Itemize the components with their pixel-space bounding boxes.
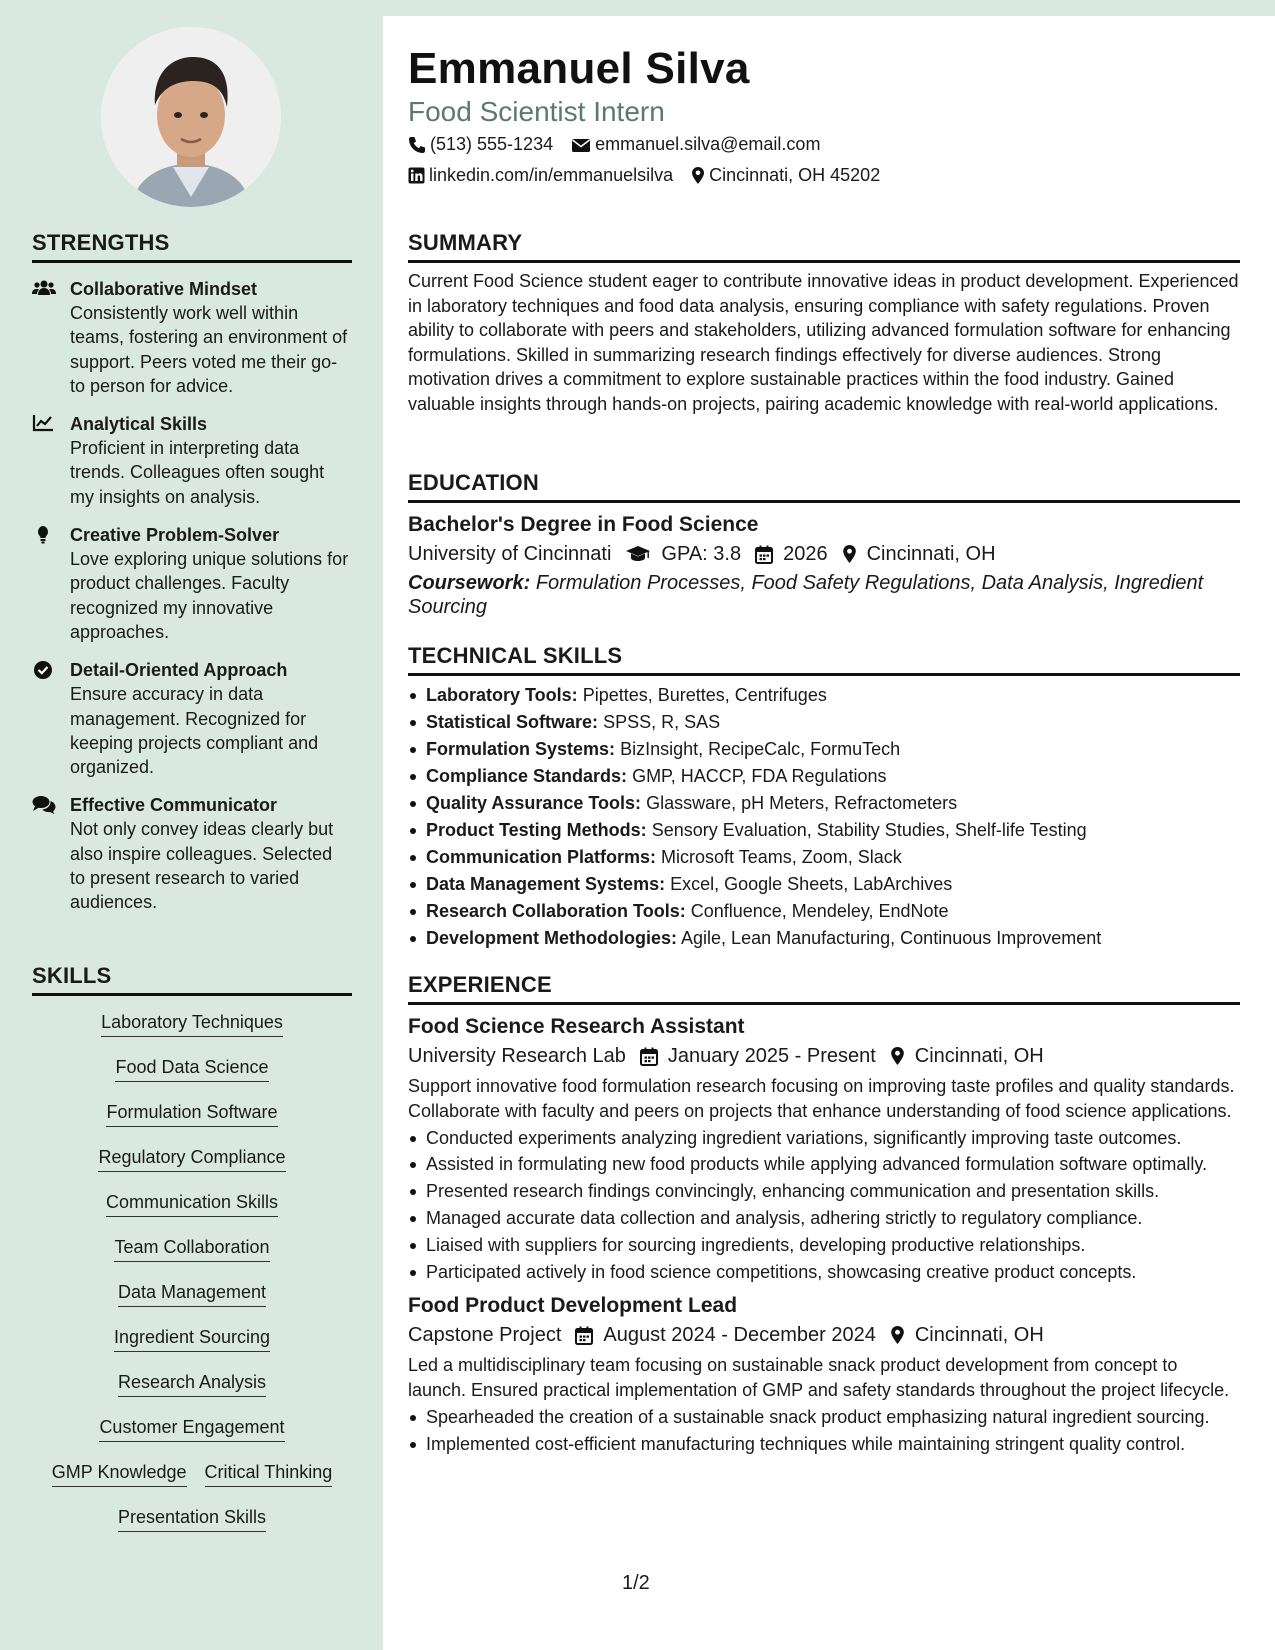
school-text: University of Cincinnati <box>408 543 612 565</box>
list-item <box>408 682 1240 709</box>
strength-description: Proficient in interpreting data trends. Colleagues often sought my insights on analysis. <box>70 438 325 507</box>
education-section <box>408 470 1240 619</box>
technical-skills-section <box>408 643 1240 952</box>
calendar-icon <box>575 1326 593 1345</box>
strength-item <box>32 658 352 779</box>
skill-pill: Communication Skills <box>106 1190 278 1217</box>
dates-text: August 2024 - December 2024 <box>603 1324 876 1347</box>
envelope-icon <box>571 137 591 153</box>
list-item <box>408 844 1240 871</box>
skill-category: Communication Platforms: <box>426 847 657 867</box>
experience-section <box>408 972 1240 1456</box>
job-location-text: Cincinnati, OH <box>914 1045 1044 1067</box>
skill-category: Quality Assurance Tools: <box>426 793 642 813</box>
skill-values: Glassware, pH Meters, Refractometers <box>646 793 958 813</box>
skill-values: Sensory Evaluation, Stability Studies, Shelf-life Testing <box>651 820 1087 840</box>
skills-heading: SKILLS <box>32 963 352 996</box>
job-title: Food Product Development Lead <box>408 1294 738 1318</box>
strength-item <box>32 793 352 914</box>
education-heading: EDUCATION <box>408 470 1240 503</box>
phone-icon <box>408 136 426 154</box>
summary-text: Current Food Science student eager to contribute innovative ideas in product development. Experienced in laboratory techniques and food data analysis, ensuring compliance with safety regulations. Proven ability to collaborate with peers and stakeholders, utilizing advanced formulation software for enhancing formulations. Skilled in summarizing research findings effectively for diverse audiences. Strong motivation drives a commitment to explore sustainable practices within the food industry. Gained valuable insights through hands-on projects, pairing academic knowledge with real-world applications. <box>408 271 1239 414</box>
skill-pill: Formulation Software <box>106 1100 277 1127</box>
list-item: Spearheaded the creation of a sustainable snack product emphasizing natural ingredient sourcing. <box>408 1405 1240 1429</box>
technical-skills-heading: TECHNICAL SKILLS <box>408 643 1240 676</box>
skill-pill: Ingredient Sourcing <box>114 1325 270 1352</box>
skill-pill: Data Management <box>118 1280 266 1307</box>
chart-line-icon <box>32 412 70 509</box>
education-location <box>842 539 996 569</box>
strengths-heading: STRENGTHS <box>32 230 352 263</box>
candidate-role: Food Scientist Intern <box>408 96 665 127</box>
list-item <box>408 736 1240 763</box>
contact-row <box>408 165 898 186</box>
check-circle-icon <box>32 658 70 779</box>
degree-title: Bachelor's Degree in Food Science <box>408 513 759 536</box>
strength-item <box>32 277 352 398</box>
job-entry <box>408 1013 1240 1284</box>
skill-pill: Presentation Skills <box>118 1505 266 1532</box>
page-number: 1/2 <box>622 1572 650 1594</box>
skill-values: Microsoft Teams, Zoom, Slack <box>661 847 902 867</box>
map-pin-icon <box>842 544 857 564</box>
linkedin-text[interactable]: linkedin.com/in/emmanuelsilva <box>429 165 674 185</box>
job-description: Support innovative food formulation research focusing on improving taste profiles and quality standards. Collaborate with faculty and peers on projects that enhance understanding of food science applications. <box>408 1076 1235 1121</box>
job-org <box>408 1320 561 1350</box>
skill-values: BizInsight, RecipeCalc, FormuTech <box>620 739 901 759</box>
linkedin-icon <box>408 167 425 184</box>
skill-values: SPSS, R, SAS <box>603 712 721 732</box>
calendar-icon <box>755 545 773 564</box>
job-location <box>890 1320 1044 1350</box>
technical-skills-list <box>408 682 1240 952</box>
education-meta <box>408 539 1240 569</box>
job-dates <box>640 1041 876 1071</box>
list-item <box>408 898 1240 925</box>
strength-title: Detail-Oriented Approach <box>70 660 288 681</box>
skill-pill: Research Analysis <box>118 1370 266 1397</box>
job-location <box>890 1041 1044 1071</box>
job-description: Led a multidisciplinary team focusing on sustainable snack product development from concept to launch. Ensured practical implementation of GMP and safety standards throughout the project lifecycle. <box>408 1355 1230 1400</box>
strength-description: Not only convey ideas clearly but also inspire colleagues. Selected to present research to varied audiences. <box>70 819 334 913</box>
skill-values: GMP, HACCP, FDA Regulations <box>632 766 887 786</box>
experience-heading: EXPERIENCE <box>408 972 1240 1005</box>
skill-pill: Laboratory Techniques <box>101 1010 283 1037</box>
strength-description: Love exploring unique solutions for product challenges. Faculty recognized my innovative approaches. <box>70 549 349 642</box>
comments-icon <box>32 793 70 914</box>
strength-item <box>32 412 352 509</box>
skill-category: Compliance Standards: <box>426 766 628 786</box>
skill-values: Agile, Lean Manufacturing, Continuous Improvement <box>681 928 1102 948</box>
list-item: Liaised with suppliers for sourcing ingredients, developing productive relationships. <box>408 1233 1240 1257</box>
year-text: 2026 <box>783 543 828 565</box>
map-pin-icon <box>691 166 705 185</box>
org-text: Capstone Project <box>408 1324 562 1347</box>
skill-values: Confluence, Mendeley, EndNote <box>690 901 949 921</box>
candidate-name: Emmanuel Silva <box>408 44 750 93</box>
profile-photo <box>101 27 281 207</box>
gpa-text: GPA: 3.8 <box>661 543 742 565</box>
strength-title: Analytical Skills <box>70 414 208 435</box>
strength-description: Consistently work well within teams, fostering an environment of support. Peers voted me their go-to person for advice. <box>70 303 348 396</box>
skills-list <box>32 1010 352 1550</box>
contact-email[interactable] <box>571 134 820 155</box>
coursework-list: Formulation Processes, Food Safety Regulations, Data Analysis, Ingredient Sourcing <box>408 572 1204 618</box>
skill-category: Development Methodologies: <box>426 928 678 948</box>
job-org <box>408 1041 626 1071</box>
skill-pill: Food Data Science <box>115 1055 268 1082</box>
list-item <box>408 790 1240 817</box>
school-name <box>408 539 611 569</box>
job-meta <box>408 1320 1240 1350</box>
skill-category: Formulation Systems: <box>426 739 616 759</box>
skills-section <box>32 963 352 1550</box>
strength-title: Collaborative Mindset <box>70 279 258 299</box>
skill-pill: Regulatory Compliance <box>98 1145 285 1172</box>
job-dates <box>575 1320 875 1350</box>
contact-phone <box>408 134 553 155</box>
list-item <box>408 763 1240 790</box>
skill-pill: Team Collaboration <box>114 1235 269 1262</box>
skill-category: Statistical Software: <box>426 712 599 732</box>
phone-text: (513) 555-1234 <box>430 134 554 154</box>
contact-location <box>691 165 880 186</box>
dates-text: January 2025 - Present <box>667 1045 876 1067</box>
summary-heading: SUMMARY <box>408 230 1240 263</box>
job-bullets <box>408 1405 1240 1456</box>
email-text[interactable]: emmanuel.silva@email.com <box>595 134 821 154</box>
skill-category: Laboratory Tools: <box>426 685 578 705</box>
list-item <box>408 925 1240 952</box>
skill-values: Pipettes, Burettes, Centrifuges <box>582 685 827 705</box>
job-location-text: Cincinnati, OH <box>914 1324 1044 1347</box>
skill-pill: Customer Engagement <box>99 1415 284 1442</box>
list-item: Conducted experiments analyzing ingredient variations, significantly improving taste outcomes. <box>408 1126 1240 1150</box>
list-item: Presented research findings convincingly, enhancing communication and presentation skills. <box>408 1179 1240 1203</box>
org-text: University Research Lab <box>408 1045 626 1067</box>
list-item <box>408 871 1240 898</box>
map-pin-icon <box>890 1325 905 1345</box>
list-item: Assisted in formulating new food products while applying advanced formulation software optimally. <box>408 1152 1240 1176</box>
list-item: Managed accurate data collection and analysis, adhering strictly to regulatory compliance. <box>408 1206 1240 1230</box>
map-pin-icon <box>890 1046 905 1066</box>
users-icon <box>32 277 70 398</box>
skill-category: Research Collaboration Tools: <box>426 901 686 921</box>
job-meta <box>408 1041 1240 1071</box>
coursework-label: Coursework: <box>408 572 531 594</box>
contact-row <box>408 134 838 155</box>
list-item: Participated actively in food science competitions, showcasing creative product concepts. <box>408 1260 1240 1284</box>
education-location-text: Cincinnati, OH <box>866 543 996 565</box>
skill-pill: Critical Thinking <box>205 1460 333 1487</box>
list-item <box>408 817 1240 844</box>
avatar-illustration <box>101 27 281 207</box>
location-text: Cincinnati, OH 45202 <box>709 165 881 185</box>
gpa <box>625 539 741 569</box>
job-entry <box>408 1292 1240 1456</box>
skill-pill: GMP Knowledge <box>52 1460 187 1487</box>
job-bullets <box>408 1126 1240 1285</box>
strengths-section <box>32 230 352 915</box>
skill-category: Data Management Systems: <box>426 874 666 894</box>
strength-item <box>32 523 352 644</box>
skill-values: Excel, Google Sheets, LabArchives <box>670 874 953 894</box>
coursework <box>408 571 1240 619</box>
graduation-year <box>755 539 828 569</box>
strength-title: Creative Problem-Solver <box>70 525 280 546</box>
graduation-cap-icon <box>625 545 651 563</box>
strength-title: Effective Communicator <box>70 795 278 816</box>
strength-description: Ensure accuracy in data management. Recognized for keeping projects compliant and organized. <box>70 684 319 778</box>
list-item <box>408 709 1240 736</box>
list-item: Implemented cost-efficient manufacturing techniques while maintaining stringent quality control. <box>408 1432 1240 1456</box>
contact-linkedin[interactable] <box>408 165 673 186</box>
skill-category: Product Testing Methods: <box>426 820 647 840</box>
job-title: Food Science Research Assistant <box>408 1015 745 1038</box>
lightbulb-icon <box>32 523 70 644</box>
calendar-icon <box>640 1047 658 1066</box>
summary-section <box>408 230 1240 416</box>
